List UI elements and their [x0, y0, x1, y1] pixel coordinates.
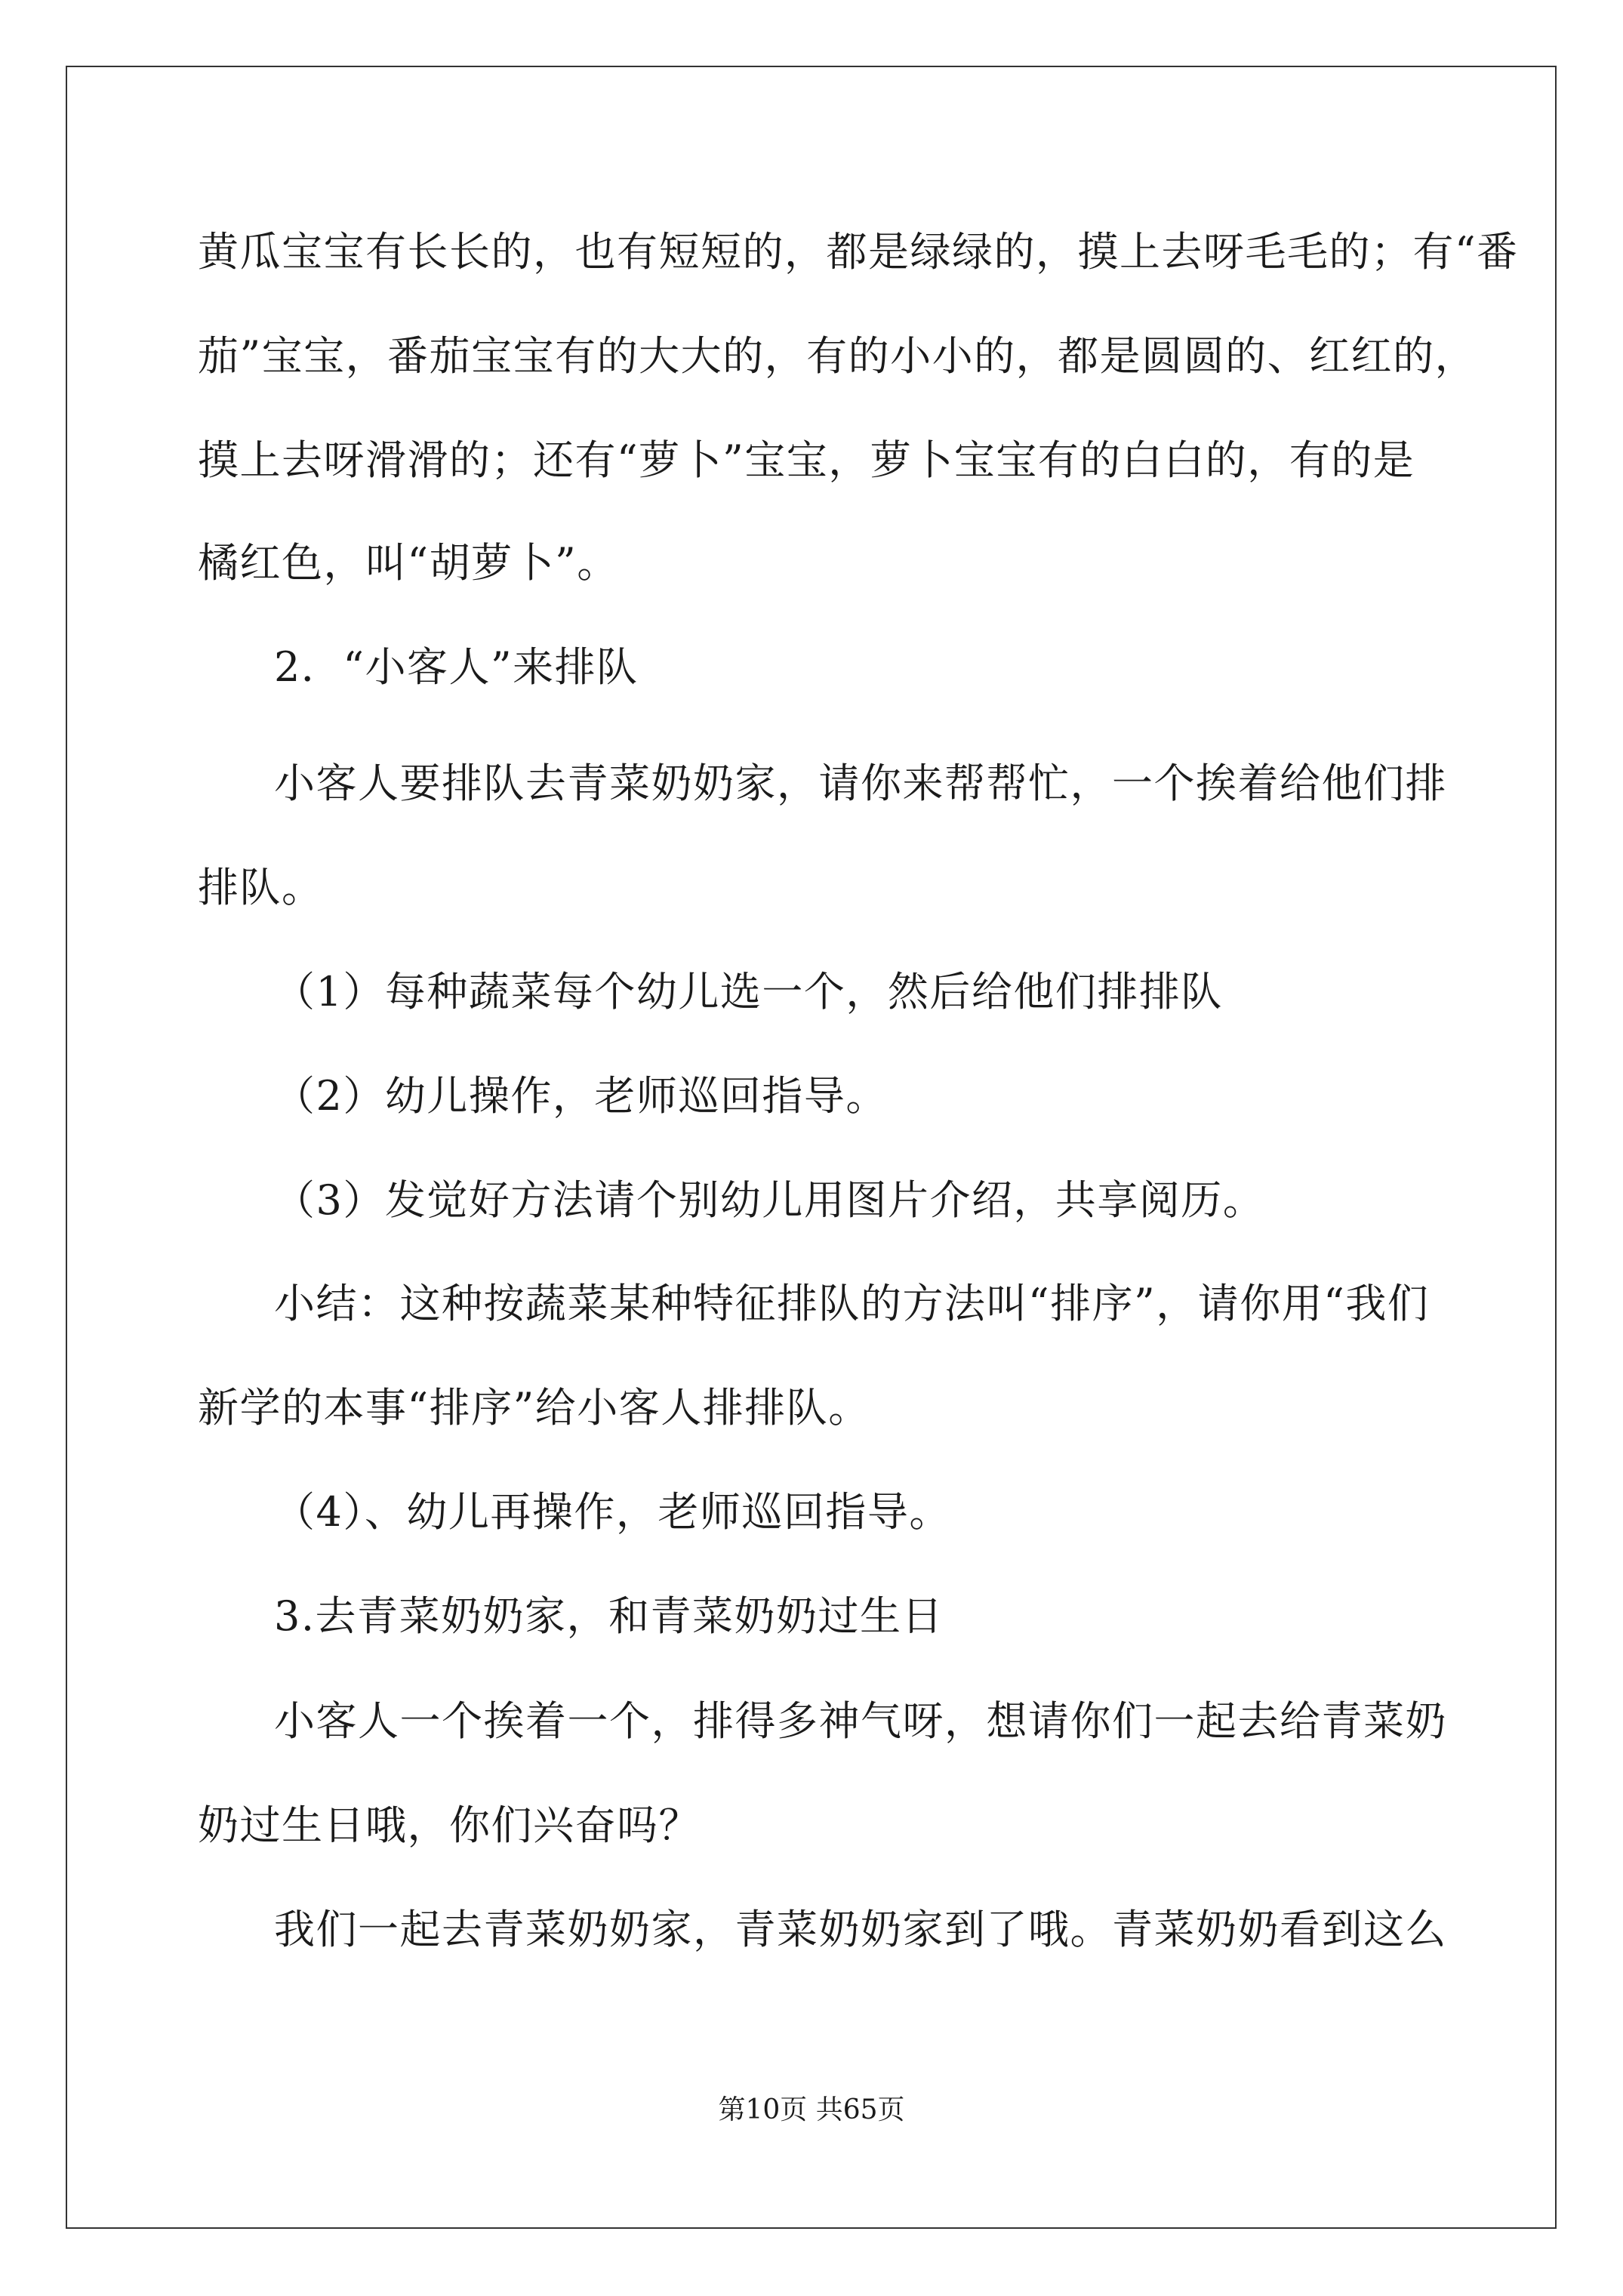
body-text-line: 奶过生日哦，你们兴奋吗？ [198, 1801, 701, 1849]
body-text-line: 橘红色，叫“胡萝卜”。 [198, 539, 619, 587]
body-text-line: 小客人要排队去青菜奶奶家，请你来帮帮忙，一个挨着给他们排 [274, 760, 1447, 807]
body-text-line: 排队。 [198, 864, 324, 911]
body-text-line: 茄”宝宝，番茄宝宝有的大大的，有的小小的，都是圆圆的、红红的， [198, 332, 1477, 380]
list-item: （3）发觉好方法请个别幼儿用图片介绍，共享阅历。 [274, 1176, 1265, 1224]
body-text-line: 小客人一个挨着一个，排得多神气呀，想请你们一起去给青菜奶 [274, 1697, 1447, 1745]
body-text-line: 黄瓜宝宝有长长的，也有短短的，都是绿绿的，摸上去呀毛毛的；有“番 [198, 228, 1519, 276]
body-text-line: 新学的本事“排序”给小客人排排队。 [198, 1384, 870, 1432]
section-heading: 2．“小客人”来排队 [274, 643, 639, 691]
list-item: （2）幼儿操作，老师巡回指导。 [274, 1072, 888, 1120]
list-item: （4）、幼儿再操作，老师巡回指导。 [274, 1488, 951, 1536]
section-heading: 3.去青菜奶奶家，和青菜奶奶过生日 [274, 1592, 944, 1640]
body-text-line: 我们一起去青菜奶奶家，青菜奶奶家到了哦。青菜奶奶看到这么 [274, 1906, 1447, 1953]
page-footer: 第10页 共65页 [718, 2094, 905, 2125]
body-text-line: 摸上去呀滑滑的；还有“萝卜”宝宝，萝卜宝宝有的白白的，有的是 [198, 436, 1415, 484]
list-item: （1）每种蔬菜每个幼儿选一个，然后给他们排排队 [274, 968, 1223, 1015]
page-border [66, 66, 1557, 2229]
body-text-line: 小结：这种按蔬菜某种特征排队的方法叫“排序”，请你用“我们 [274, 1280, 1430, 1327]
